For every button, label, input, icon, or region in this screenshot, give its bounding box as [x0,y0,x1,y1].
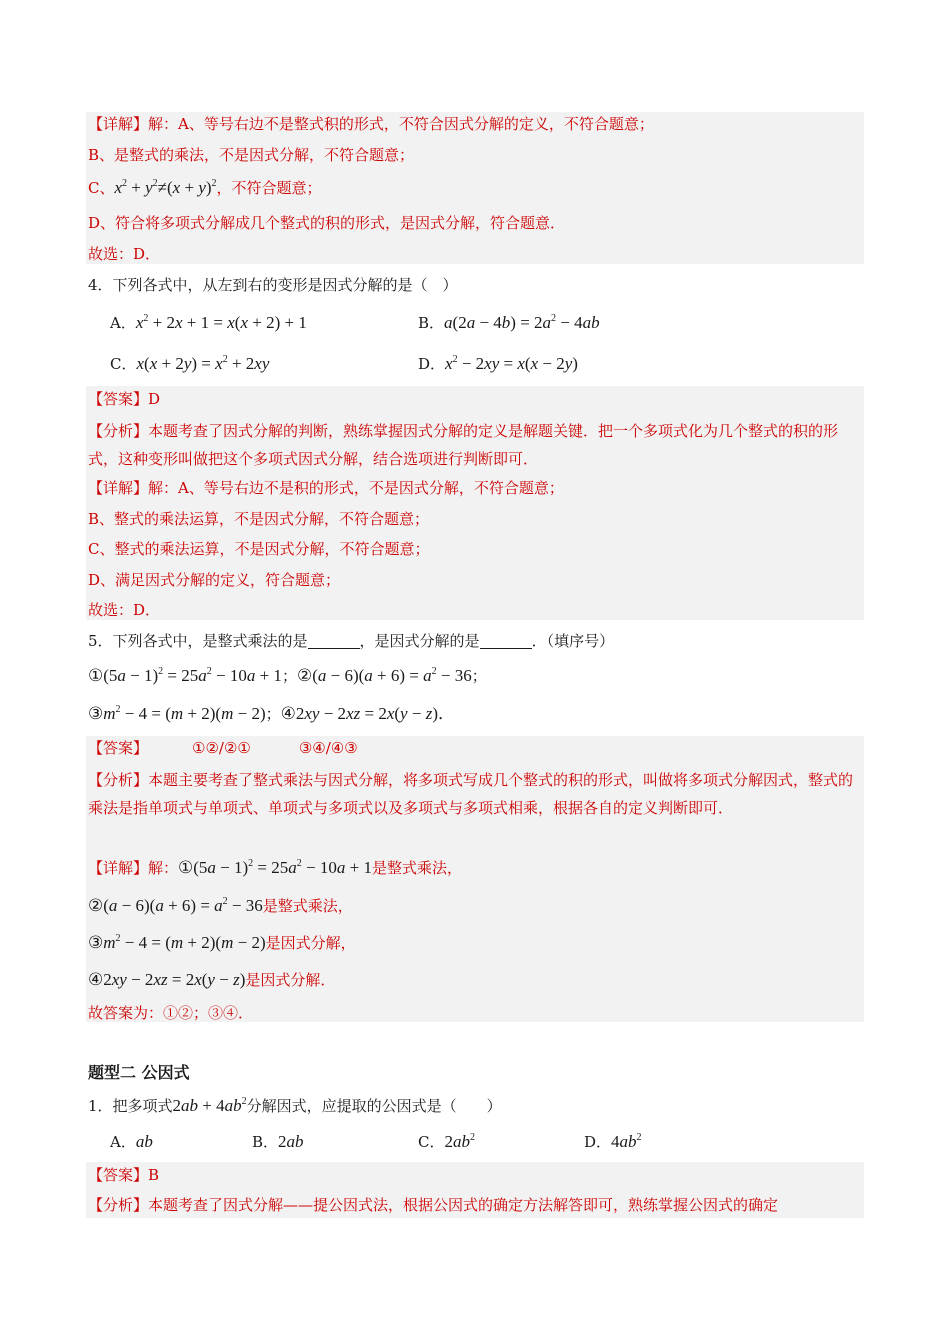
s2q1-stem: 1．把多项式$2ab + 4ab^2$分解因式，应提取的公因式是（ ） [88,1096,502,1115]
q5-blank-2[interactable] [480,632,532,649]
q4-detail-a: 【详解】解：A、等号右边不是积的形式，不是因式分解，不符合题意； [88,479,564,497]
q5-detail-3: $③m^2 - 4 = (m + 2)(m - 2)$是因式分解， [88,933,356,952]
q4-option-a: A．$x^2 + 2x + 1 = x(x + 2) + 1$ [110,313,307,332]
q3-detail-c: C、$x^2 + y^2\ne(x + y)^2$，不符合题意； [88,178,322,197]
q4-detail-d: D、满足因式分解的定义，符合题意； [88,571,341,589]
q5-detail-4: ④2xy − 2xz = 2x(y − z)是因式分解． [88,970,336,989]
section-title: 题型二 公因式 [88,1063,190,1082]
q3-detail-d: D、符合将多项式分解成几个整式的积的形式，是因式分解，符合题意． [88,214,566,232]
s2q1-option-d: D．$4ab^2$ [584,1132,642,1151]
q5-analysis: 【分析】本题主要考查了整式乘法与因式分解，将多项式写成几个整式的积的形式，叫做将多项式分解因式，整式的乘法是指单项式与单项式、单项式与多项式以及多项式与多项式相乘，根据各自的定义判断即可． [88,771,854,817]
q5-stem: 5．下列各式中，是整式乘法的是 ，是因式分解的是 ．（填序号） [88,632,615,650]
q3-answer: 故选：D． [88,245,161,263]
q5-detail-2: ②(a − $6)(a + 6) = a^2 - 36$是整式乘法， [88,896,353,915]
q4-detail-b: B、整式的乘法运算，不是因式分解，不符合题意； [88,510,430,528]
s2q1-analysis: 【分析】本题考查了因式分解——提公因式法，根据公因式的确定方法解答即可，熟练掌握公因式的确定 [88,1196,779,1214]
q4-option-c: C．$x(x + 2y) = x^2 + 2xy$ [110,354,270,373]
q5-detail-1: 【详解】解：①(5a − $1)^2 = 25a^2 - 10a + 1$是整式乘法， [88,858,462,877]
s2q1-option-a: A．ab [110,1132,153,1151]
s2q1-option-b: B．2ab [252,1132,304,1151]
q5-expr-line-1: ①(5a − $1)^2 = 25a^2 - 10a + 1$；②(a − $6)(a + 6) = a^2 - 36$； [88,666,487,685]
s2q1-option-c: C．$2ab^2$ [418,1132,475,1151]
q4-stem: 4．下列各式中，从左到右的变形是因式分解的是（ ） [88,276,458,294]
q4-answer: 【答案】D [88,390,161,408]
q5-final: 故答案为：①②；③④． [88,1004,254,1022]
q4-final: 故选：D． [88,601,161,619]
q5-answer: 【答案】 ①②/②① ③④/④③ [88,739,358,757]
q4-option-d: D．$x^2 - 2xy = x(x - 2y)$ [418,354,578,373]
q5-expr-line-2: $③m^2 - 4 = (m + 2)(m - 2)$；④2xy − 2xz = 2x(y − z)． [88,704,455,723]
q4-option-b: B．$a(2a - 4b) = 2a^2 - 4ab$ [418,313,600,332]
q4-analysis: 【分析】本题考查了因式分解的判断，熟练掌握因式分解的定义是解题关键．把一个多项式化为几个整式的积的形式，这种变形叫做把这个多项式因式分解，结合选项进行判断即可． [88,422,839,468]
q5-blank-1[interactable] [308,632,360,649]
q3-detail-a: 【详解】解：A、等号右边不是整式积的形式，不符合因式分解的定义，不符合题意； [88,115,654,133]
s2q1-answer: 【答案】B [88,1166,160,1184]
q3-detail-b: B、是整式的乘法，不是因式分解，不符合题意； [88,146,415,164]
q4-detail-c: C、整式的乘法运算，不是因式分解，不符合题意； [88,540,430,558]
